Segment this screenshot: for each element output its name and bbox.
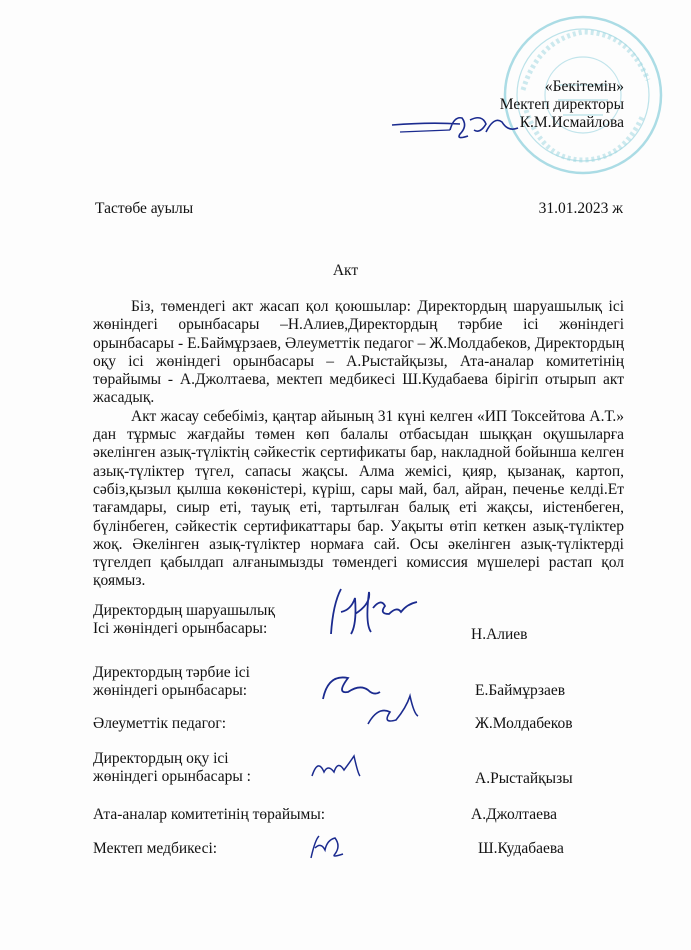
director-signature [390, 110, 520, 150]
signatory-role: Директордың оқу ісі жөніндегі орынбасары : [93, 750, 251, 785]
document-date: 31.01.2023 ж [538, 200, 623, 217]
signatory-name: Е.Баймұрзаев [475, 682, 566, 699]
signatory-name: Ж.Молдабеков [475, 715, 573, 732]
document-body [93, 298, 624, 591]
document-title: Акт [332, 262, 359, 279]
signature-baimurzaev [318, 664, 428, 734]
signature-kudabaeva [305, 832, 355, 864]
approval-label: «Бекітемін» [544, 78, 624, 95]
approver-position: Мектеп директоры [499, 96, 624, 113]
signatory-name: А.Джолтаева [471, 806, 557, 823]
signatory-role: Директордың тәрбие ісі жөніндегі орынбасары: [93, 664, 250, 699]
signatory-role: Мектеп медбикесі: [93, 840, 218, 857]
signatory-name: Ш.Кудабаева [478, 840, 564, 857]
paragraph-2: Акт жасау себебіміз, қаңтар айының 31 күні келген «ИП Токсейтова А.Т.» дан тұрмыс жағдайы төмен көп балалы отбасыдан шыққан оқушыларға әкелінген азық-түліктің сәйкестік сертификаты бар, накладной бойынша келген азық-түліктер түгел, сапасы жақсы. Алма жемісі, қияр, қызанақ, картоп, сәбіз,қызыл қылша көкөністері, күріш, сары май, бал, айран, печенье келді.Ет тағамдары, сиыр еті, тауық еті, тартылған балық еті жақсы, иістенбеген, бүлінбеген, сәйкестік сертификаттары бар. Уақыты өтіп кеткен азық-түліктер жоқ. Әкелінген азық-түліктер нормаға сай. Осы әкелінген азық-түліктерді түгелдеп қабылдап алғанымызды төмендегі комиссия мүшелері растап қол қоямыз. [93, 407, 624, 590]
signatory-role: Ата-аналар комитетінің төрайымы: [93, 806, 326, 823]
approver-name: К.М.Исмайлова [519, 114, 624, 131]
signatory-name: А.Рыстайқызы [475, 770, 573, 787]
signatory-name: Н.Алиев [471, 626, 528, 643]
signature-rystaikyzy [306, 750, 366, 790]
place-name: Тастөбе ауылы [95, 200, 194, 217]
signatory-role: Әлеуметтік педагог: [93, 715, 227, 732]
signature-aliev [311, 584, 431, 644]
signatory-role: Директордың шаруашылық Ісі жөніндегі орынбасары: [93, 602, 275, 637]
paragraph-1: Біз, төмендегі акт жасап қол қоюшылар: Директордың шаруашылық ісі жөніндегі орынбасары –Н.Алиев,Директордың тәрбие ісі жөніндегі орынбасары - Е.Баймұрзаев, Әлеуметтік педагог – Ж.Молдабеков, Директордың оқу ісі жөніндегі орынбасары – А.Рыстайқызы, Ата-аналар комитетінің төрайымы - А.Джолтаева, мектеп медбикесі Ш.Кудабаева бірігіп отырып акт жасадық. [93, 298, 624, 407]
